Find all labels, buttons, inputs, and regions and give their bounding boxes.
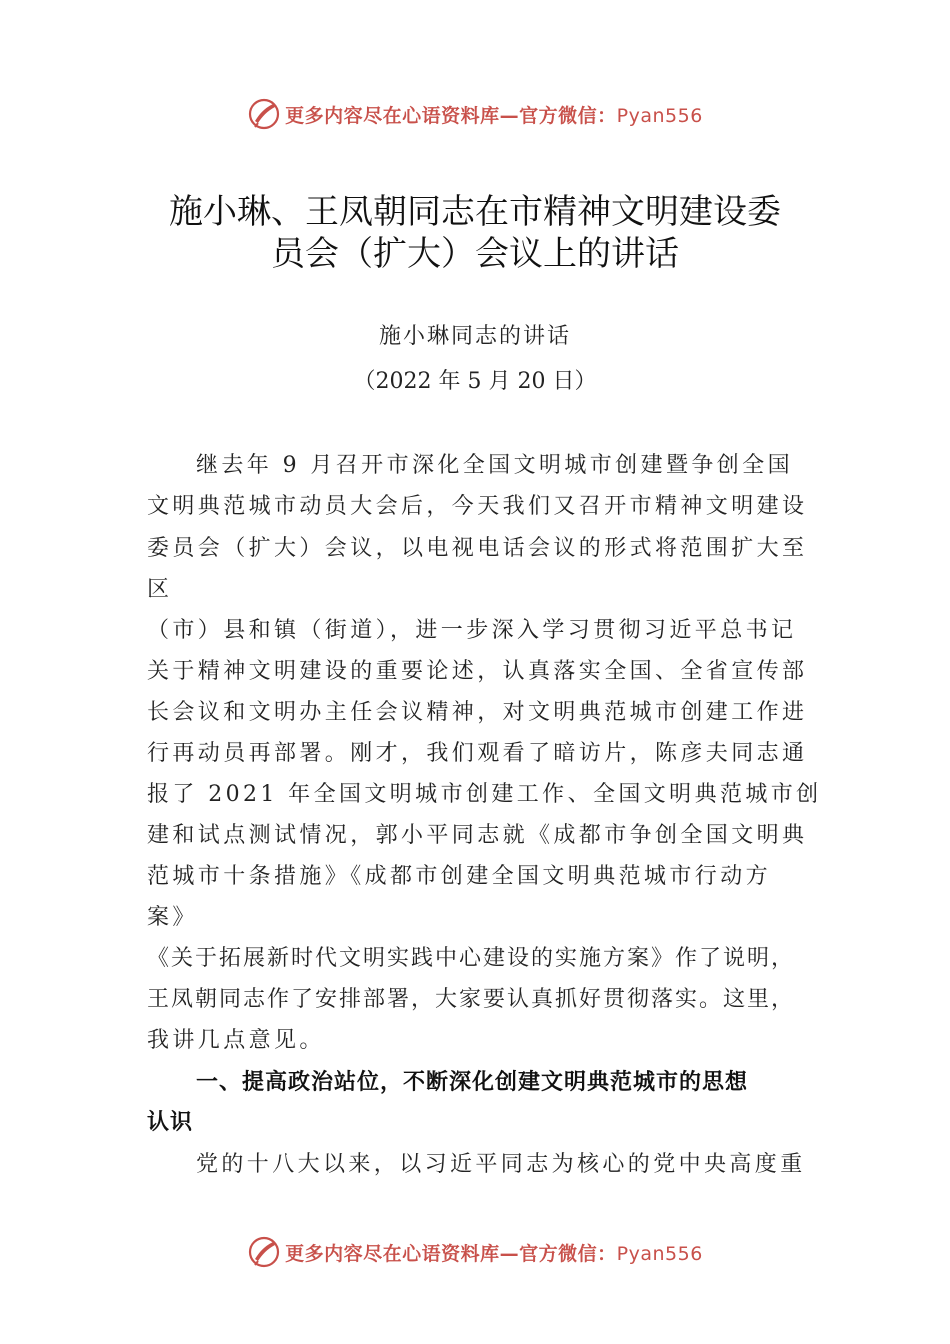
speech-date: （2022 年 5 月 20 日） <box>353 369 597 394</box>
paragraph-line: 委员会（扩大）会议，以电视电话会议的形式将范围扩大至 <box>147 536 808 561</box>
paragraph-line: 王凤朝同志作了安排部署，大家要认真抓好贯彻落实。这里， <box>147 987 796 1012</box>
paragraph-line: 案》 <box>147 905 198 930</box>
section-heading-line-1: 一、提高政治站位，不断深化创建文明典范城市的思想 <box>196 1070 749 1095</box>
paragraph-line: 报了 2021 年全国文明城市创建工作、全国文明典范城市创 <box>147 782 822 807</box>
paragraph-line: 我讲几点意见。 <box>147 1028 325 1053</box>
paragraph-line: 区 <box>147 577 173 602</box>
paragraph-line: （市）县和镇（街道），进一步深入学习贯彻习近平总书记 <box>147 618 797 643</box>
watermark-header <box>0 94 950 134</box>
watermark-footer <box>0 1232 950 1272</box>
paragraph-line: 党的十八大以来，以习近平同志为核心的党中央高度重 <box>196 1152 806 1177</box>
paragraph-line: 关于精神文明建设的重要论述，认真落实全国、全省宣传部 <box>147 659 808 684</box>
speaker-heading: 施小琳同志的讲话 <box>378 324 571 349</box>
paragraph-line: 建和试点测试情况，郭小平同志就《成都市争创全国文明典 <box>147 823 808 848</box>
document-title-line-1: 施小琳、王凤朝同志在市精神文明建设委 <box>169 192 781 232</box>
pen-logo-icon <box>247 1235 281 1269</box>
paragraph-line: 行再动员再部署。刚才，我们观看了暗访片，陈彦夫同志通 <box>147 741 808 766</box>
paragraph-line: 文明典范城市动员大会后，今天我们又召开市精神文明建设 <box>147 494 808 519</box>
pen-logo-icon <box>247 97 281 131</box>
paragraph-line: 《关于拓展新时代文明实践中心建设的实施方案》作了说明， <box>147 946 796 971</box>
paragraph-line: 范城市十条措施》《成都市创建全国文明典范城市行动方 <box>147 864 772 889</box>
watermark-wechat-id: Pyan556 <box>616 1242 703 1265</box>
watermark-text: 更多内容尽在心语资料库—官方微信：Pyan556 <box>285 104 703 127</box>
section-heading-line-2: 认识 <box>147 1110 194 1135</box>
watermark-text: 更多内容尽在心语资料库—官方微信：Pyan556 <box>285 1242 703 1265</box>
watermark-wechat-id: Pyan556 <box>616 104 703 127</box>
paragraph-line: 长会议和文明办主任会议精神，对文明典范城市创建工作进 <box>147 700 808 725</box>
paragraph-line: 继去年 9 月召开市深化全国文明城市创建暨争创全国 <box>196 453 793 478</box>
document-title-line-2: 员会（扩大）会议上的讲话 <box>271 234 679 274</box>
